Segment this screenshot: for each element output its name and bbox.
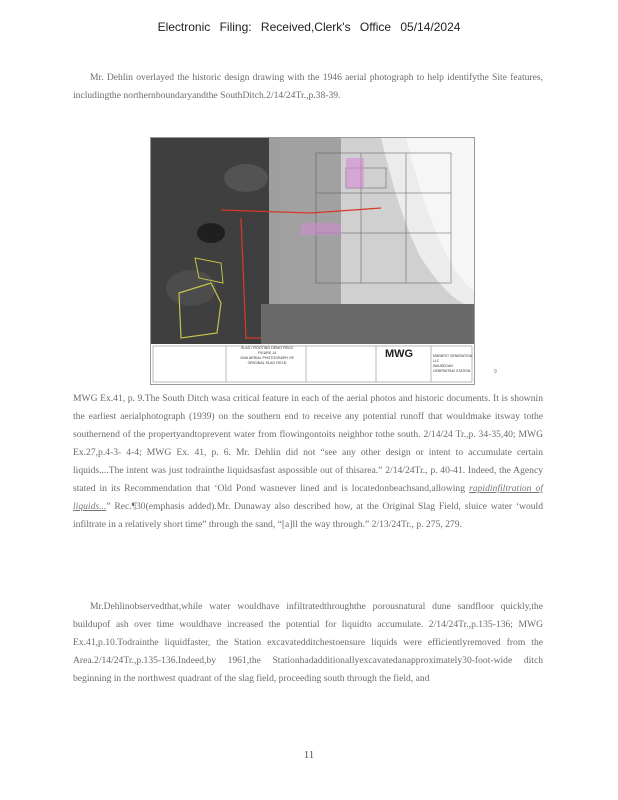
figure-title-line: FIGURE 14 — [257, 351, 277, 355]
aerial-photo-figure — [150, 137, 475, 385]
company-line: MIDWEST GENERATION, LLC — [433, 354, 473, 363]
company-line: GENERATING STATION — [433, 369, 471, 373]
paragraph-2-text-a: MWG Ex.41, p. 9.The South Ditch wasa critical feature in each of the aerial photos and historic documents. It is shownin the earliest aerialphotograph (1939) on the southern end to receive any potential runoff that wouldmake itsway tothe southernend of the propertyandtoprevent water from flowingontoits neighbor tothe south. 2/14/24 Tr.,p. 34-35,40; MWG Ex.27,p.4-3- 4-4; MWG Ex. 41, p. 6. Mr. Dehlin did not “see any other design or intent to accumulate certain liquids....The intent was just todrainthe liquidsasfast aspossible out of thisarea.” 2/14/24Tr., p. 40-41. Indeed, the Agency stated in its Recommendation that ‘Old Pond wasnever lined and is locatedonbeachsand,allowing — [73, 393, 543, 494]
paragraph-1: Mr. Dehlin overlayed the historic design drawing with the 1946 aerial photograph to help identifythe Site features, includingthe northernboundaryandthe SouthDitch.2/14/24Tr.,p.38-39. — [73, 72, 543, 101]
aerial-photo-map — [151, 138, 474, 384]
emphasis-underlined-text: rapidinfiltration of liquids... — [73, 483, 544, 512]
paragraph-3: Mr.Dehlinobservedthat,while water wouldhave infiltratedthroughthe porousnatural dune sandfloor quickly,the buildupof ash over time wouldhave increased the potential for liquidto accumulate. 2/14/24Tr.,p.135-136; MWG Ex.41,p.10.Todrainthe liquidfaster, the Station excavatedditchestoensure liquids were efficientlyremoved from the Area.2/14/24Tr.,p.135-136.Indeed,by 1961,the Stationhadadditionallyexcavatedanapproximately30-foot-wide ditch beginning in the northwest quadrant of the slag field, proceeding south through the field, and — [73, 601, 543, 684]
mwg-logo: MWG — [385, 348, 414, 360]
paragraph-2-text-b: ” Rec.¶30(emphasis added).Mr. Dunaway also described how, at the Original Slag Field, sluice water ‘would infiltrate in a relatively short time” through the sand, “[a]ll the way through.” 2/13/24Tr., p. 275, 279. — [73, 501, 543, 530]
figure-page-mark: 9 — [494, 369, 497, 375]
figure-title-line: SLAG / ROOTING DEMO FIELD — [240, 346, 294, 350]
figure-company-block — [433, 354, 473, 374]
page-number: 11 — [303, 749, 315, 761]
paragraph-2 — [73, 390, 543, 534]
figure-title-line: ORIGINAL SLAG FIELD — [247, 361, 287, 365]
filing-header: Electronic Filing: Received,Clerk's Office 05/14/2024 — [157, 20, 461, 34]
figure-title-block — [229, 346, 305, 366]
figure-title-line: 1946 AERIAL PHOTOGRAPH OF — [240, 356, 294, 360]
company-line: WAUKEGAN — [433, 364, 453, 368]
